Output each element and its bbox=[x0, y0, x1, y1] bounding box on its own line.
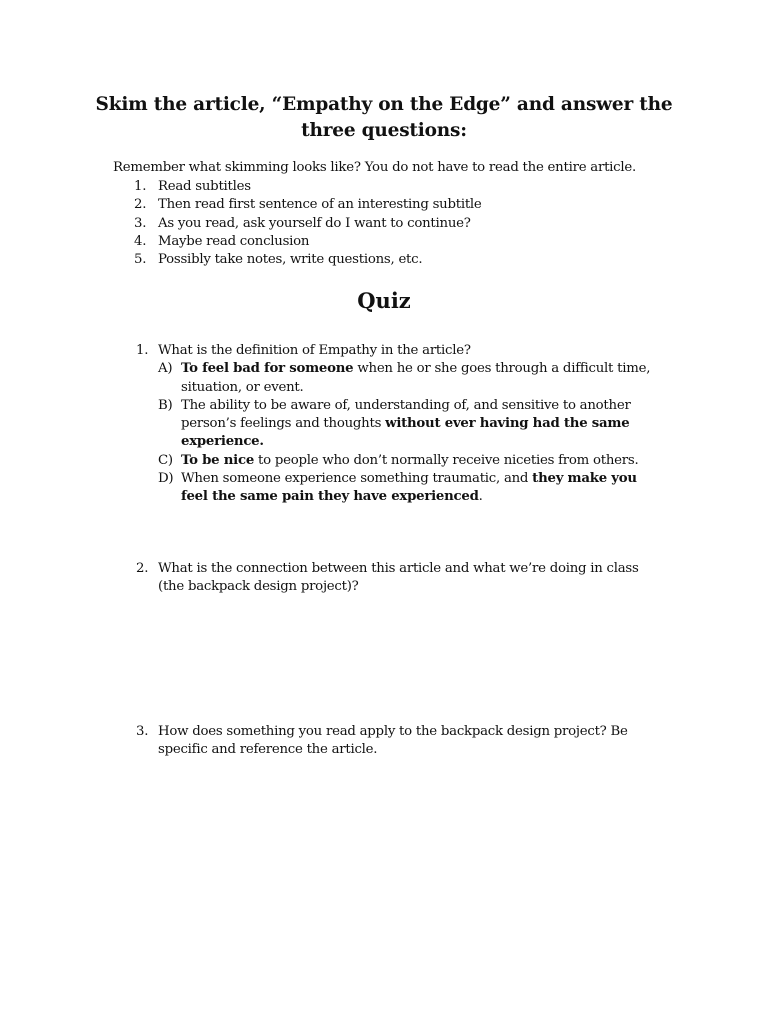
answer-option-c bbox=[136, 452, 656, 470]
question-2 bbox=[136, 560, 656, 597]
option-bold-lead: To be nice bbox=[181, 452, 255, 468]
step-number: 3. bbox=[134, 215, 147, 231]
answer-option-b bbox=[136, 397, 656, 452]
question-3 bbox=[136, 723, 656, 760]
step-text: Then read first sentence of an interesting subtitle bbox=[158, 197, 482, 213]
question-text: What is the connection between this article and what we’re doing in class (the backpack design project)? bbox=[158, 561, 639, 595]
option-text: The ability to be aware of, understanding of, and sensitive to another person’s feelings and thoughts bbox=[181, 397, 631, 432]
question-number: 2. bbox=[136, 561, 149, 576]
option-bold-tail: without ever having had the same experience. bbox=[181, 416, 630, 450]
step-text: Possibly take notes, write questions, etc. bbox=[158, 252, 423, 268]
answer-options bbox=[136, 360, 656, 506]
step-text: Read subtitles bbox=[158, 179, 251, 194]
option-letter: B) bbox=[158, 397, 173, 413]
skimming-steps-list bbox=[113, 178, 482, 269]
list-item bbox=[113, 251, 482, 269]
step-number: 1. bbox=[134, 179, 147, 194]
question-number: 1. bbox=[136, 343, 149, 358]
list-item bbox=[113, 196, 482, 214]
option-letter: D) bbox=[158, 471, 174, 487]
answer-option-a bbox=[136, 360, 656, 397]
list-item bbox=[113, 178, 482, 196]
list-item bbox=[113, 215, 482, 233]
question-text: What is the definition of Empathy in the article? bbox=[158, 343, 471, 358]
step-number: 4. bbox=[134, 233, 147, 249]
option-text: when he or she goes through a difficult time, situation, or event. bbox=[181, 361, 651, 395]
question-number: 3. bbox=[136, 724, 149, 739]
option-text: to people who don’t normally receive niceties from others. bbox=[254, 452, 639, 468]
option-text: When someone experience something traumatic, and bbox=[181, 471, 533, 487]
quiz-heading: Quiz bbox=[357, 288, 411, 313]
answer-option-d bbox=[136, 470, 656, 507]
question-text: How does something you read apply to the backpack design project? Be specific and reference the article. bbox=[158, 724, 628, 758]
list-item bbox=[113, 233, 482, 251]
step-number: 5. bbox=[134, 252, 147, 268]
step-text: Maybe read conclusion bbox=[158, 233, 310, 249]
option-bold-lead: To feel bad for someone bbox=[181, 361, 354, 377]
option-end: . bbox=[478, 489, 483, 505]
option-bold-tail: they make you feel the same pain they have experienced bbox=[181, 471, 637, 505]
step-number: 2. bbox=[134, 197, 147, 213]
option-letter: C) bbox=[158, 452, 173, 468]
intro-text: Remember what skimming looks like? You do not have to read the entire article. bbox=[113, 160, 636, 175]
step-text: As you read, ask yourself do I want to continue? bbox=[158, 215, 471, 231]
question-1 bbox=[136, 342, 656, 507]
option-letter: A) bbox=[158, 361, 173, 377]
page-title: Skim the article, “Empathy on the Edge” and answer the three questions: bbox=[95, 94, 673, 141]
